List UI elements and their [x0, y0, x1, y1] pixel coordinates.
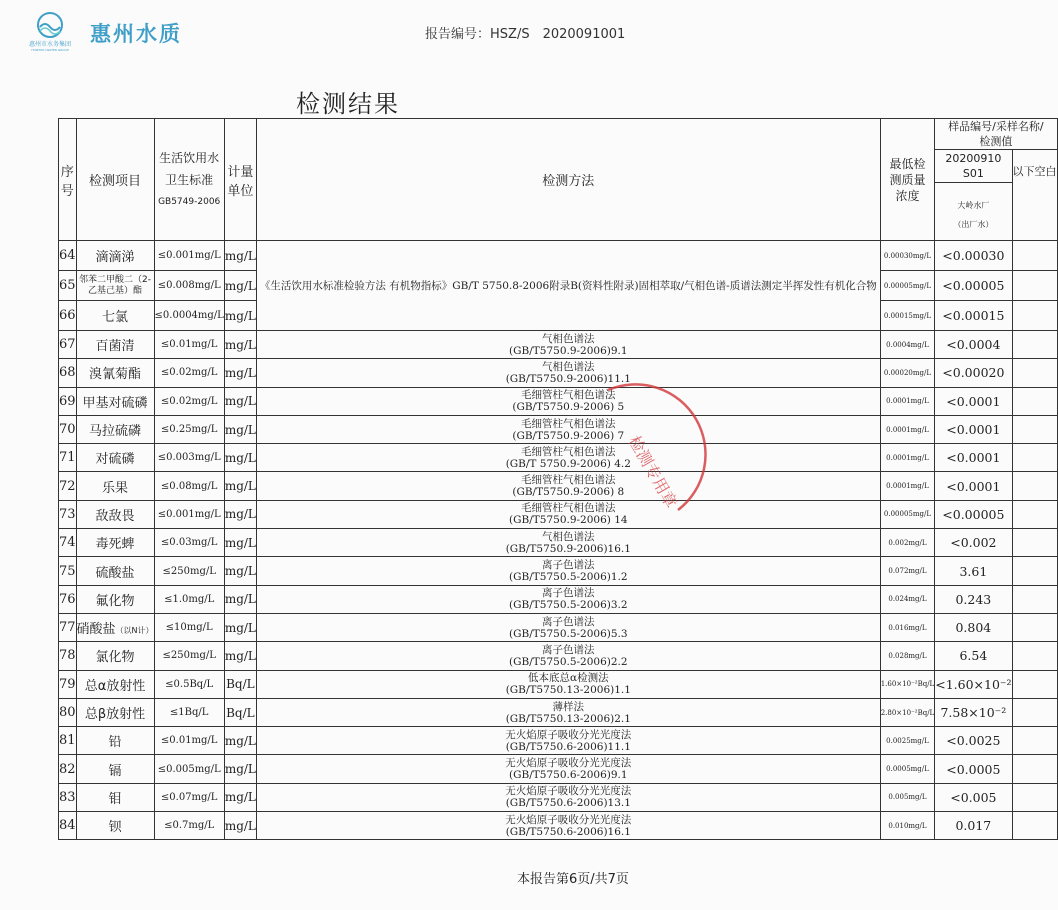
method: 气相色谱法 (GB/T5750.9-2006)16.1 [256, 529, 880, 557]
measured-value: <0.00005 [935, 500, 1012, 528]
row-number: 77 [59, 613, 77, 641]
unit: mg/L [224, 331, 256, 359]
item-name: 马拉硫磷 [76, 415, 154, 443]
unit: Bq/L [224, 670, 256, 698]
table-row [59, 387, 1058, 415]
detection-limit: 2.80×10⁻²Bq/L [880, 698, 935, 726]
blank-cell [1012, 472, 1057, 500]
blank-cell [1012, 727, 1057, 755]
header-item: 检测项目 [76, 119, 154, 241]
row-number: 80 [59, 698, 77, 726]
measured-value: <0.00030 [935, 241, 1012, 271]
detection-limit: 0.028mg/L [880, 642, 935, 670]
measured-value: 3.61 [935, 557, 1012, 585]
detection-limit: 0.005mg/L [880, 783, 935, 811]
blank-cell [1012, 642, 1057, 670]
row-number: 82 [59, 755, 77, 783]
row-number: 84 [59, 812, 77, 840]
blank-cell [1012, 698, 1057, 726]
blank-cell [1012, 271, 1057, 301]
measured-value: <0.0001 [935, 444, 1012, 472]
method: 毛细管柱气相色谱法 (GB/T5750.9-2006) 8 [256, 472, 880, 500]
method: 薄样法 (GB/T5750.13-2006)2.1 [256, 698, 880, 726]
row-number: 70 [59, 415, 77, 443]
method: 低本底总α检测法 (GB/T5750.13-2006)1.1 [256, 670, 880, 698]
detection-limit: 0.00020mg/L [880, 359, 935, 387]
measured-value: <0.00015 [935, 301, 1012, 331]
blank-cell [1012, 585, 1057, 613]
standard-limit: ≤250mg/L [154, 557, 224, 585]
measured-value: <0.005 [935, 783, 1012, 811]
standard-limit: ≤0.01mg/L [154, 331, 224, 359]
item-name: 总α放射性 [76, 670, 154, 698]
row-number: 79 [59, 670, 77, 698]
blank-cell [1012, 301, 1057, 331]
standard-limit: ≤0.01mg/L [154, 727, 224, 755]
unit: mg/L [224, 359, 256, 387]
detection-limit: 0.0001mg/L [880, 444, 935, 472]
detection-limit: 0.00015mg/L [880, 301, 935, 331]
detection-limit: 0.024mg/L [880, 585, 935, 613]
standard-limit: ≤0.003mg/L [154, 444, 224, 472]
item-name: 甲基对硫磷 [76, 387, 154, 415]
measured-value: 6.54 [935, 642, 1012, 670]
header-standard-code: GB5749-2006 [158, 196, 221, 207]
blank-cell [1012, 500, 1057, 528]
item-name-note: （以N计） [115, 626, 154, 636]
blank-cell [1012, 387, 1057, 415]
detection-limit: 0.0004mg/L [880, 331, 935, 359]
measured-value: <0.0005 [935, 755, 1012, 783]
unit: mg/L [224, 444, 256, 472]
row-number: 81 [59, 727, 77, 755]
method: 无火焰原子吸收分光光度法 (GB/T5750.6-2006)13.1 [256, 783, 880, 811]
blank-cell [1012, 415, 1057, 443]
svg-text:检测专用章: 检测专用章 [624, 432, 681, 512]
blank-cell [1012, 670, 1057, 698]
unit: mg/L [224, 783, 256, 811]
measured-value: <0.00020 [935, 359, 1012, 387]
blank-cell [1012, 557, 1057, 585]
measured-value: 0.017 [935, 812, 1012, 840]
method-merged: 《生活饮用水标准检验方法 有机物指标》GB/T 5750.8-2006附录B(资料性附录)固相萃取/气相色谱-质谱法测定半挥发性有机化合物 [256, 241, 880, 331]
detection-limit: 0.010mg/L [880, 812, 935, 840]
item-name: 滴滴涕 [76, 241, 154, 271]
table-row [59, 670, 1058, 698]
blank-cell [1012, 444, 1057, 472]
standard-limit: ≤0.02mg/L [154, 387, 224, 415]
header-no: 序 号 [59, 119, 77, 241]
row-number: 73 [59, 500, 77, 528]
measured-value: <0.0004 [935, 331, 1012, 359]
item-name: 氟化物 [76, 585, 154, 613]
page-title: 检测结果 [296, 90, 400, 118]
standard-limit: ≤0.001mg/L [154, 241, 224, 271]
standard-limit: ≤0.008mg/L [154, 271, 224, 301]
row-number: 67 [59, 331, 77, 359]
standard-limit: ≤0.07mg/L [154, 783, 224, 811]
table-row [59, 613, 1058, 641]
item-name: 百菌清 [76, 331, 154, 359]
method: 气相色谱法 (GB/T5750.9-2006)11.1 [256, 359, 880, 387]
standard-limit: ≤0.001mg/L [154, 500, 224, 528]
svg-text:惠州市水务集团: 惠州市水务集团 [28, 41, 72, 48]
detection-limit: 0.00005mg/L [880, 500, 935, 528]
blank-cell [1012, 529, 1057, 557]
method: 毛细管柱气相色谱法 (GB/T5750.9-2006) 5 [256, 387, 880, 415]
unit: mg/L [224, 387, 256, 415]
item-name: 总β放射性 [76, 698, 154, 726]
method: 离子色谱法 (GB/T5750.5-2006)5.3 [256, 613, 880, 641]
table-row [59, 331, 1058, 359]
method: 离子色谱法 (GB/T5750.5-2006)1.2 [256, 557, 880, 585]
measured-value: 0.804 [935, 613, 1012, 641]
item-name: 邻苯二甲酸二（2-乙基己基）酯 [76, 271, 154, 301]
row-number: 78 [59, 642, 77, 670]
unit: Bq/L [224, 698, 256, 726]
page-number: 本报告第6页/共7页 [517, 872, 629, 887]
table-row [59, 500, 1058, 528]
blank-cell [1012, 755, 1057, 783]
unit: mg/L [224, 529, 256, 557]
header-method: 检测方法 [256, 119, 880, 241]
header-standard-line1: 生活饮用水 [159, 150, 220, 165]
standard-limit: ≤0.0004mg/L [154, 301, 224, 331]
standard-limit: ≤0.005mg/L [154, 755, 224, 783]
header-sample-no: 20200910 S01 [935, 150, 1012, 183]
unit: mg/L [224, 557, 256, 585]
detection-limit: 0.00030mg/L [880, 241, 935, 271]
table-row [59, 415, 1058, 443]
standard-limit: ≤0.25mg/L [154, 415, 224, 443]
item-name [76, 613, 154, 641]
item-name: 氯化物 [76, 642, 154, 670]
measured-value: <0.00005 [935, 271, 1012, 301]
table-row [59, 241, 1058, 271]
table-row [59, 755, 1058, 783]
header-standard [154, 119, 224, 241]
item-name-text: 硝酸盐 [76, 622, 116, 638]
blank-cell [1012, 359, 1057, 387]
detection-limit: 0.0001mg/L [880, 387, 935, 415]
unit: mg/L [224, 415, 256, 443]
item-name: 硫酸盐 [76, 557, 154, 585]
svg-text:HUIZHOU WATER GROUP: HUIZHOU WATER GROUP [31, 48, 69, 52]
row-number: 71 [59, 444, 77, 472]
detection-limit: 0.002mg/L [880, 529, 935, 557]
item-name: 钼 [76, 783, 154, 811]
method: 无火焰原子吸收分光光度法 (GB/T5750.6-2006)16.1 [256, 812, 880, 840]
table-row [59, 529, 1058, 557]
header-unit: 计量 单位 [224, 119, 256, 241]
table-row [59, 727, 1058, 755]
method: 毛细管柱气相色谱法 (GB/T5750.9-2006) 7 [256, 415, 880, 443]
item-name: 敌敌畏 [76, 500, 154, 528]
header-sample-name: 大岭水厂 （出厂水） [935, 183, 1012, 241]
unit: mg/L [224, 301, 256, 331]
row-number: 65 [59, 271, 77, 301]
detection-limit: 0.0025mg/L [880, 727, 935, 755]
measured-value: 7.58×10⁻² [935, 698, 1012, 726]
table-row [59, 783, 1058, 811]
detection-limit: 0.0001mg/L [880, 415, 935, 443]
item-name: 毒死蜱 [76, 529, 154, 557]
row-number: 74 [59, 529, 77, 557]
table-row [59, 698, 1058, 726]
blank-cell [1012, 613, 1057, 641]
header-row-1 [59, 119, 1058, 150]
standard-limit: ≤1Bq/L [154, 698, 224, 726]
row-number: 76 [59, 585, 77, 613]
report-number-value: HSZ/S 2020091001 [490, 27, 626, 42]
row-number: 72 [59, 472, 77, 500]
table-row [59, 585, 1058, 613]
row-number: 83 [59, 783, 77, 811]
method: 气相色谱法 (GB/T5750.9-2006)9.1 [256, 331, 880, 359]
measured-value: <0.0001 [935, 387, 1012, 415]
table-row [59, 472, 1058, 500]
method: 毛细管柱气相色谱法 (GB/T 5750.9-2006) 4.2 [256, 444, 880, 472]
item-name: 对硫磷 [76, 444, 154, 472]
item-name: 乐果 [76, 472, 154, 500]
report-number [425, 23, 625, 42]
standard-limit: ≤0.7mg/L [154, 812, 224, 840]
row-number: 69 [59, 387, 77, 415]
item-name: 七氯 [76, 301, 154, 331]
method: 毛细管柱气相色谱法 (GB/T5750.9-2006) 14 [256, 500, 880, 528]
row-number: 68 [59, 359, 77, 387]
table-row [59, 359, 1058, 387]
measured-value: <0.0001 [935, 415, 1012, 443]
blank-cell [1012, 331, 1057, 359]
unit: mg/L [224, 755, 256, 783]
standard-limit: ≤0.5Bq/L [154, 670, 224, 698]
method: 无火焰原子吸收分光光度法 (GB/T5750.6-2006)9.1 [256, 755, 880, 783]
report-header [0, 0, 696, 60]
report-number-label: 报告编号： [425, 27, 491, 42]
row-number: 66 [59, 301, 77, 331]
unit: mg/L [224, 812, 256, 840]
detection-limit: 0.072mg/L [880, 557, 935, 585]
brand-name: 惠州水质 [90, 22, 182, 46]
header-standard-line2: 卫生标准 [165, 172, 214, 187]
company-logo-icon [28, 10, 72, 52]
unit: mg/L [224, 727, 256, 755]
detection-limit: 0.0001mg/L [880, 472, 935, 500]
detection-limit: 0.0005mg/L [880, 755, 935, 783]
unit: mg/L [224, 241, 256, 271]
item-name: 钡 [76, 812, 154, 840]
method: 离子色谱法 (GB/T5750.5-2006)2.2 [256, 642, 880, 670]
unit: mg/L [224, 472, 256, 500]
standard-limit: ≤0.08mg/L [154, 472, 224, 500]
header-blank-note: 以下空白 [1012, 150, 1057, 241]
measured-value: <0.0025 [935, 727, 1012, 755]
unit: mg/L [224, 271, 256, 301]
table-row [59, 444, 1058, 472]
detection-limit: 1.60×10⁻²Bq/L [880, 670, 935, 698]
results-tbody [59, 119, 1058, 840]
header-sample-group: 样品编号/采样名称/ 检测值 [935, 119, 1057, 150]
method: 离子色谱法 (GB/T5750.5-2006)3.2 [256, 585, 880, 613]
standard-limit: ≤0.02mg/L [154, 359, 224, 387]
standard-limit: ≤10mg/L [154, 613, 224, 641]
detection-limit: 0.016mg/L [880, 613, 935, 641]
results-table [58, 118, 1058, 840]
row-number: 64 [59, 241, 77, 271]
method: 无火焰原子吸收分光光度法 (GB/T5750.6-2006)11.1 [256, 727, 880, 755]
measured-value: 0.243 [935, 585, 1012, 613]
header-limit: 最低检 测质量 浓度 [880, 119, 935, 241]
item-name: 铅 [76, 727, 154, 755]
standard-limit: ≤0.03mg/L [154, 529, 224, 557]
row-number: 75 [59, 557, 77, 585]
unit: mg/L [224, 585, 256, 613]
measured-value: <1.60×10⁻² [935, 670, 1012, 698]
blank-cell [1012, 783, 1057, 811]
unit: mg/L [224, 500, 256, 528]
standard-limit: ≤250mg/L [154, 642, 224, 670]
blank-cell [1012, 241, 1057, 271]
measured-value: <0.0001 [935, 472, 1012, 500]
item-name: 溴氰菊酯 [76, 359, 154, 387]
standard-limit: ≤1.0mg/L [154, 585, 224, 613]
detection-limit: 0.00005mg/L [880, 271, 935, 301]
measured-value: <0.002 [935, 529, 1012, 557]
table-row [59, 642, 1058, 670]
unit: mg/L [224, 642, 256, 670]
table-row [59, 812, 1058, 840]
table-row [59, 557, 1058, 585]
unit: mg/L [224, 613, 256, 641]
blank-cell [1012, 812, 1057, 840]
item-name: 镉 [76, 755, 154, 783]
